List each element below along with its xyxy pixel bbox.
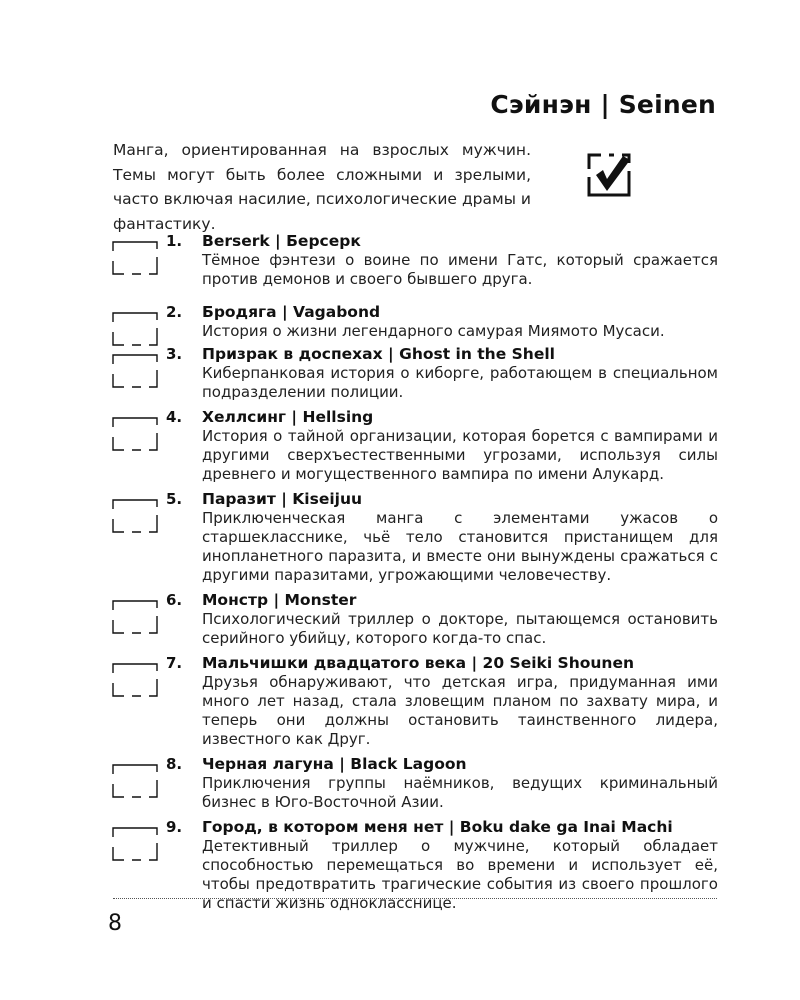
list-item	[106, 755, 718, 812]
list-item	[106, 232, 718, 289]
item-number: 9.	[166, 818, 183, 836]
item-number: 4.	[166, 408, 183, 426]
checkbox-icon[interactable]	[112, 827, 158, 861]
list-item	[106, 654, 718, 749]
item-title: Монстр | Monster	[202, 591, 357, 609]
item-description: История о тайной организации, которая борется с вампирами и другими сверхъестественными угрозами, используя силы древнего и могущественного вампира по имени Алукард.	[202, 427, 718, 483]
item-description: Приключенческая манга с элементами ужасов о старшекласснике, чьё тело становится пристанищем для инопланетного паразита, и вместе они вынуждены сражаться с другими паразитами, угрожающими человечеству.	[202, 509, 718, 584]
item-number: 1.	[166, 232, 183, 250]
checkbox-icon[interactable]	[112, 417, 158, 451]
item-description: Приключения группы наёмников, ведущих криминальный бизнес в Юго-Восточной Азии.	[202, 774, 718, 811]
item-description: Киберпанковая история о киборге, работающем в специальном подразделении полиции.	[202, 364, 718, 401]
checkbox-icon[interactable]	[112, 312, 158, 346]
checkbox-icon[interactable]	[112, 600, 158, 634]
manga-list	[106, 232, 718, 913]
item-description: Психологический триллер о докторе, пытающемся остановить серийного убийцу, которого когда-то спас.	[202, 610, 718, 647]
item-title: Призрак в доспехах | Ghost in the Shell	[202, 345, 555, 363]
list-item	[106, 591, 718, 648]
item-description: Друзья обнаруживают, что детская игра, придуманная ими много лет назад, стала зловещим планом по захвату мира, и теперь они должны остановить таинственного лидера, известного как Друг.	[202, 673, 718, 748]
item-title: Berserk | Берсерк	[202, 232, 361, 250]
item-title: Паразит | Kiseijuu	[202, 490, 363, 508]
page-title: Сэйнэн | Seinen	[490, 90, 716, 119]
checkbox-icon[interactable]	[112, 499, 158, 533]
checkbox-icon[interactable]	[112, 354, 158, 388]
page-number: 8	[108, 911, 122, 936]
item-number: 5.	[166, 490, 183, 508]
dotted-divider	[113, 898, 717, 899]
item-number: 6.	[166, 591, 183, 609]
list-item	[106, 490, 718, 585]
item-number: 2.	[166, 303, 183, 321]
checkbox-icon[interactable]	[112, 663, 158, 697]
item-title: Бродяга | Vagabond	[202, 303, 381, 321]
list-item	[106, 303, 718, 341]
check-mark-icon	[587, 153, 631, 197]
list-item	[106, 408, 718, 484]
list-item	[106, 345, 718, 402]
checkbox-icon[interactable]	[112, 241, 158, 275]
item-number: 8.	[166, 755, 183, 773]
checkbox-icon[interactable]	[112, 764, 158, 798]
item-number: 7.	[166, 654, 183, 672]
item-description: Тёмное фэнтези о воине по имени Гатс, который сражается против демонов и своего бывшего друга.	[202, 251, 718, 288]
item-title: Город, в котором меня нет | Boku dake ga Inai Machi	[202, 818, 673, 836]
intro-paragraph: Манга, ориентированная на взрослых мужчин. Темы могут быть более сложными и зрелыми, часто включая насилие, психологические драмы и фантастику.	[113, 141, 531, 233]
item-title: Хеллсинг | Hellsing	[202, 408, 374, 426]
item-description: История о жизни легендарного самурая Миямото Мусаси.	[202, 322, 665, 340]
item-title: Черная лагуна | Black Lagoon	[202, 755, 467, 773]
item-description: Детективный триллер о мужчине, который обладает способностью перемещаться во времени и использует её, чтобы предотвратить трагические события из своего прошлого и спасти жизнь однокласснице.	[202, 837, 718, 912]
item-number: 3.	[166, 345, 183, 363]
item-title: Мальчишки двадцатого века | 20 Seiki Shounen	[202, 654, 634, 672]
